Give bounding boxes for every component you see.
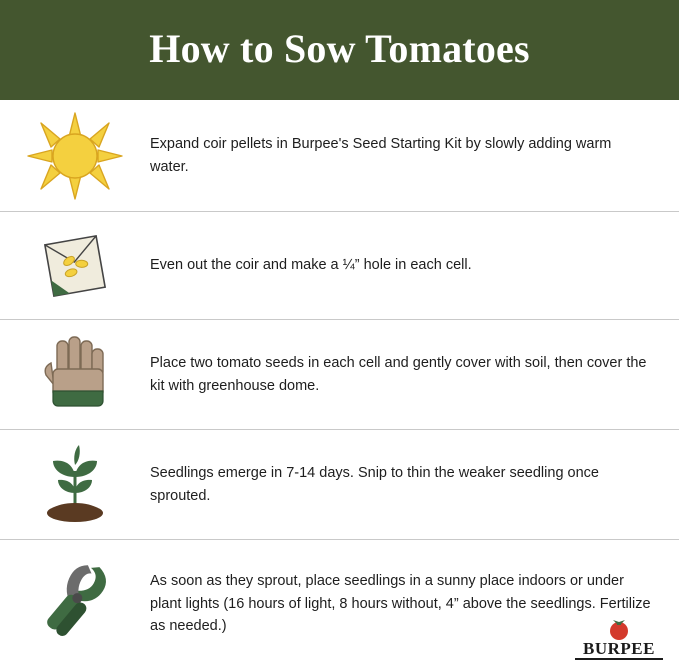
step-1-icon-wrap — [0, 111, 150, 201]
seedling-icon — [25, 441, 125, 529]
sun-icon — [20, 111, 130, 201]
step-5-text: As soon as they sprout, place seedlings in a sunny place indoors or under plant lights (16 hours of light, 8 hours without, 4” above the seedlings. Fertilize as needed.) — [150, 573, 651, 635]
header-banner — [0, 0, 679, 100]
step-4-text: Seedlings emerge in 7-14 days. Snip to thin the weaker seedling once sprouted. — [150, 465, 599, 504]
list-item — [0, 212, 679, 320]
step-3-text: Place two tomato seeds in each cell and gently cover with soil, then cover the kit with greenhouse dome. — [150, 355, 647, 394]
list-item — [0, 320, 679, 430]
list-item — [0, 430, 679, 540]
page-title: How to Sow Tomatoes — [149, 25, 530, 71]
list-item — [0, 100, 679, 212]
step-5-icon-wrap — [0, 554, 150, 654]
step-2-text: Even out the coir and make a ¼” hole in each cell. — [150, 257, 472, 274]
step-2-icon-wrap — [0, 226, 150, 306]
steps-list — [0, 100, 679, 668]
step-1-text: Expand coir pellets in Burpee's Seed Starting Kit by slowly adding warm water. — [150, 136, 612, 175]
seed-packet-icon — [25, 226, 125, 306]
step-4-icon-wrap — [0, 441, 150, 529]
pruning-shears-icon — [20, 554, 130, 654]
garden-glove-icon — [29, 329, 121, 421]
step-3-icon-wrap — [0, 329, 150, 421]
logo-divider — [575, 658, 663, 660]
burpee-logo — [573, 616, 665, 660]
logo-wordmark: BURPEE — [583, 639, 655, 658]
